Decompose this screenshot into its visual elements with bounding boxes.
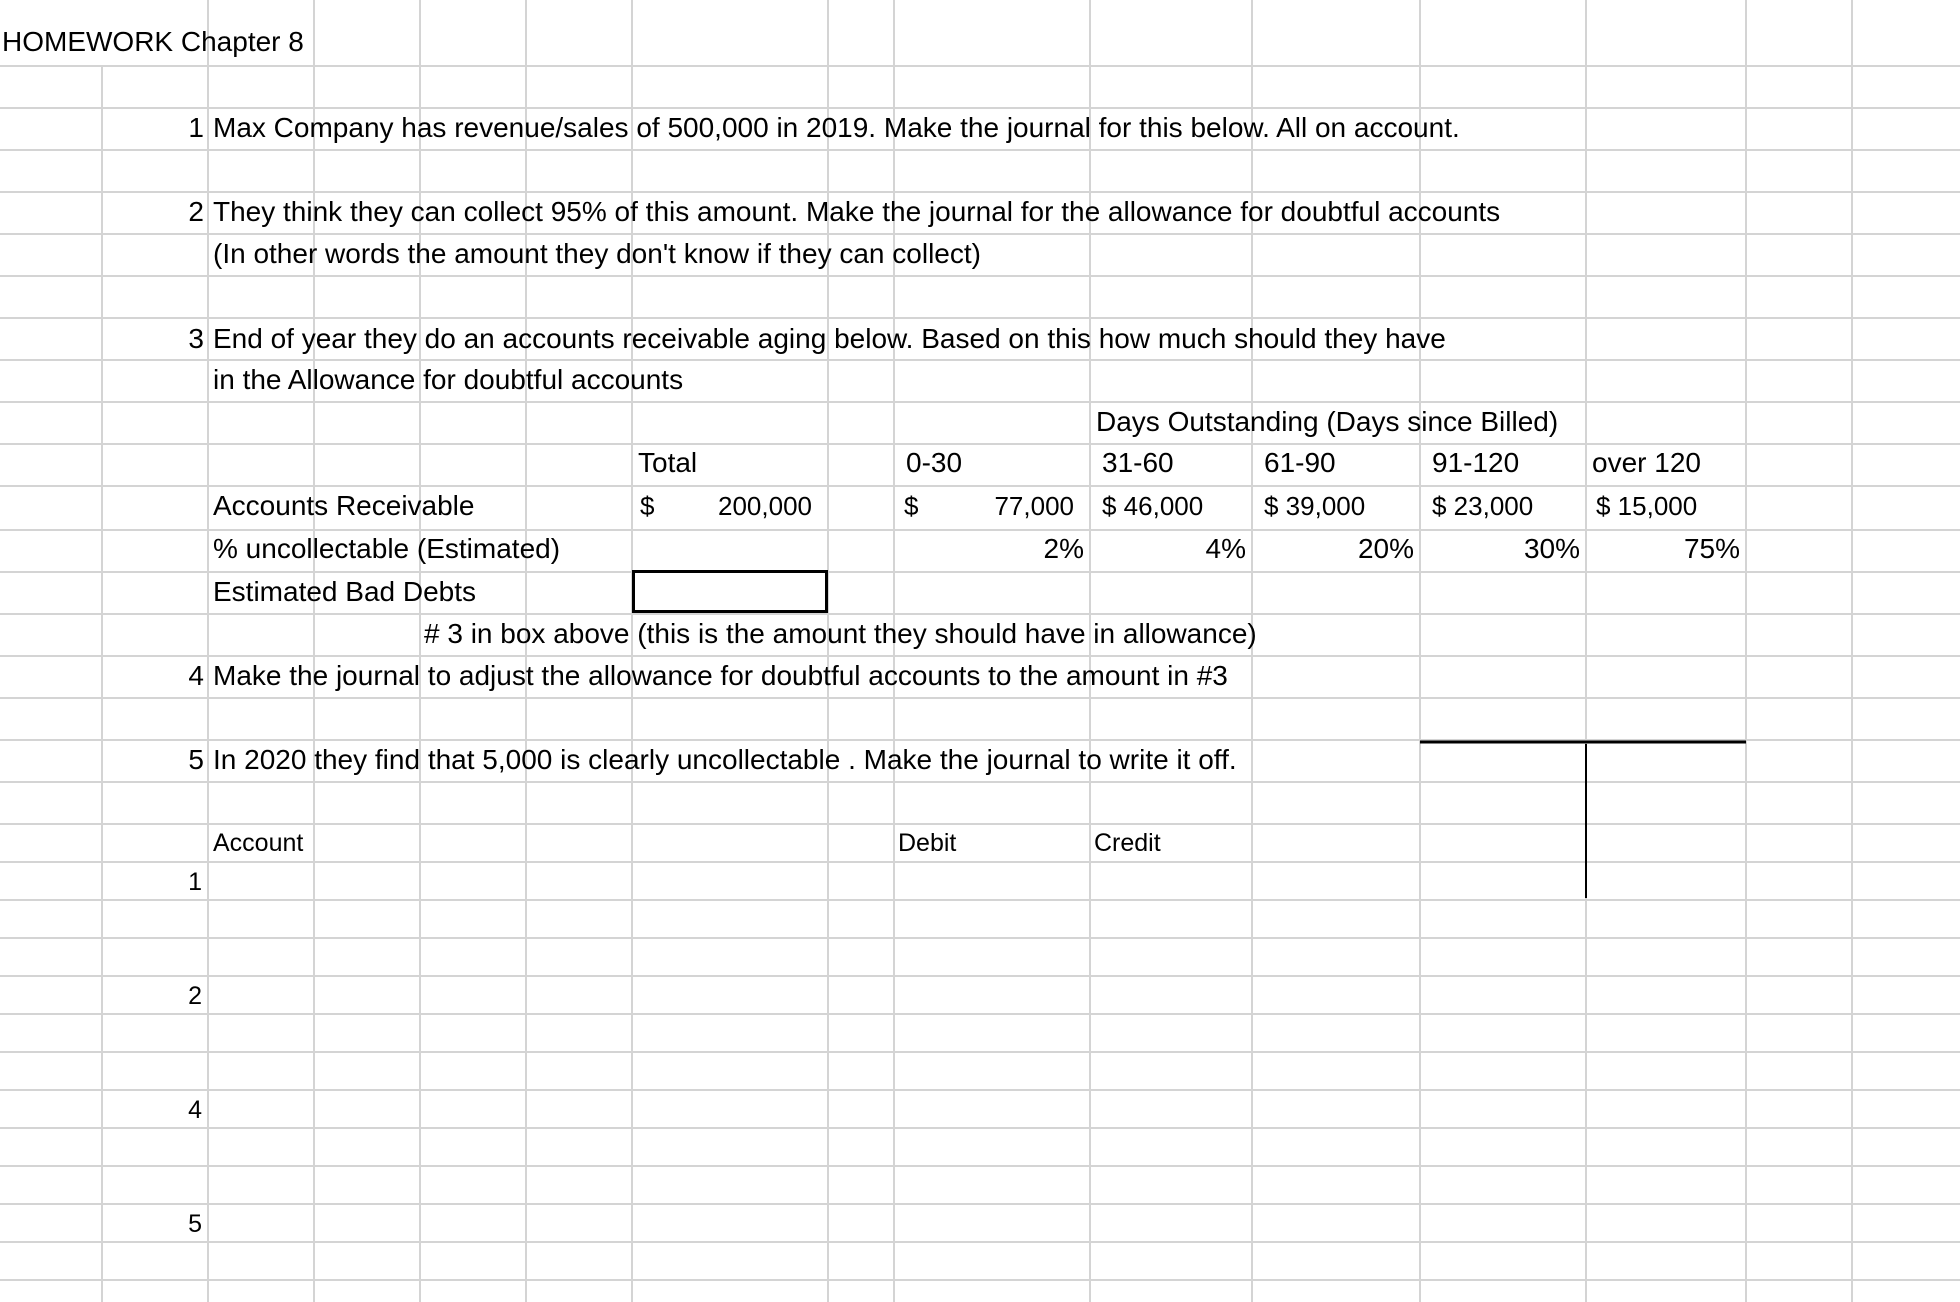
- journal-entry-number: 4: [188, 1096, 202, 1124]
- ar-total-value: 200,000: [718, 491, 812, 521]
- journal-account-header: Account: [213, 829, 304, 857]
- q1-text: Max Company has revenue/sales of 500,000 in 2019. Make the journal for this below. All on account.: [213, 112, 1460, 143]
- ar-0-30-value: 77,000: [994, 491, 1074, 521]
- journal-credit-header: Credit: [1094, 829, 1161, 857]
- q1-number: 1: [188, 112, 204, 143]
- q2-line2: (In other words the amount they don't know if they can collect): [213, 238, 981, 269]
- ar-over-120-value: $ 15,000: [1596, 491, 1698, 521]
- col-0-30-header: 0-30: [906, 447, 963, 478]
- ar-label: Accounts Receivable: [213, 490, 475, 521]
- ar-0-30-dollar: $: [904, 491, 919, 521]
- q3-line1: End of year they do an accounts receivable aging below. Based on this how much should they have: [213, 323, 1446, 354]
- sheet-title: HOMEWORK Chapter 8: [2, 26, 304, 57]
- journal-entry-number: 1: [188, 868, 202, 896]
- days-outstanding-header: Days Outstanding (Days since Billed): [1096, 406, 1559, 437]
- pct-31-60: 4%: [1205, 533, 1246, 564]
- journal-entry-number: 2: [188, 982, 202, 1010]
- col-91-120-header: 91-120: [1432, 447, 1520, 478]
- estimated-bad-debts-label: Estimated Bad Debts: [213, 576, 477, 607]
- estimated-bad-debts-answer-box[interactable]: [632, 570, 828, 613]
- pct-61-90: 20%: [1357, 533, 1414, 564]
- col-61-90-header: 61-90: [1264, 447, 1336, 478]
- q4-number: 4: [188, 660, 204, 691]
- col-over-120-header: over 120: [1592, 447, 1701, 478]
- q5-number: 5: [188, 744, 204, 775]
- journal-debit-header: Debit: [898, 829, 957, 857]
- ar-31-60-value: $ 46,000: [1102, 491, 1204, 521]
- q3-number: 3: [188, 323, 204, 354]
- journal-entry-number: 5: [188, 1210, 202, 1238]
- q2-number: 2: [188, 196, 204, 227]
- ar-total-dollar: $: [640, 491, 655, 521]
- ar-61-90-value: $ 39,000: [1264, 491, 1366, 521]
- q4-text: Make the journal to adjust the allowance for doubtful accounts to the amount in #3: [213, 660, 1228, 691]
- ar-91-120-value: $ 23,000: [1432, 491, 1534, 521]
- pct-0-30: 2%: [1043, 533, 1084, 564]
- q3-note: # 3 in box above (this is the amount they should have in allowance): [424, 618, 1257, 649]
- pct-uncollectable-label: % uncollectable (Estimated): [213, 533, 561, 564]
- col-31-60-header: 31-60: [1102, 447, 1174, 478]
- col-total-header: Total: [638, 447, 698, 478]
- q2-line1: They think they can collect 95% of this amount. Make the journal for the allowance for doubtful accounts: [213, 196, 1501, 227]
- pct-over-120: 75%: [1683, 533, 1740, 564]
- pct-91-120: 30%: [1523, 533, 1580, 564]
- q3-line2: in the Allowance for doubtful accounts: [213, 364, 684, 395]
- q5-text: In 2020 they find that 5,000 is clearly uncollectable . Make the journal to write it off.: [213, 744, 1237, 775]
